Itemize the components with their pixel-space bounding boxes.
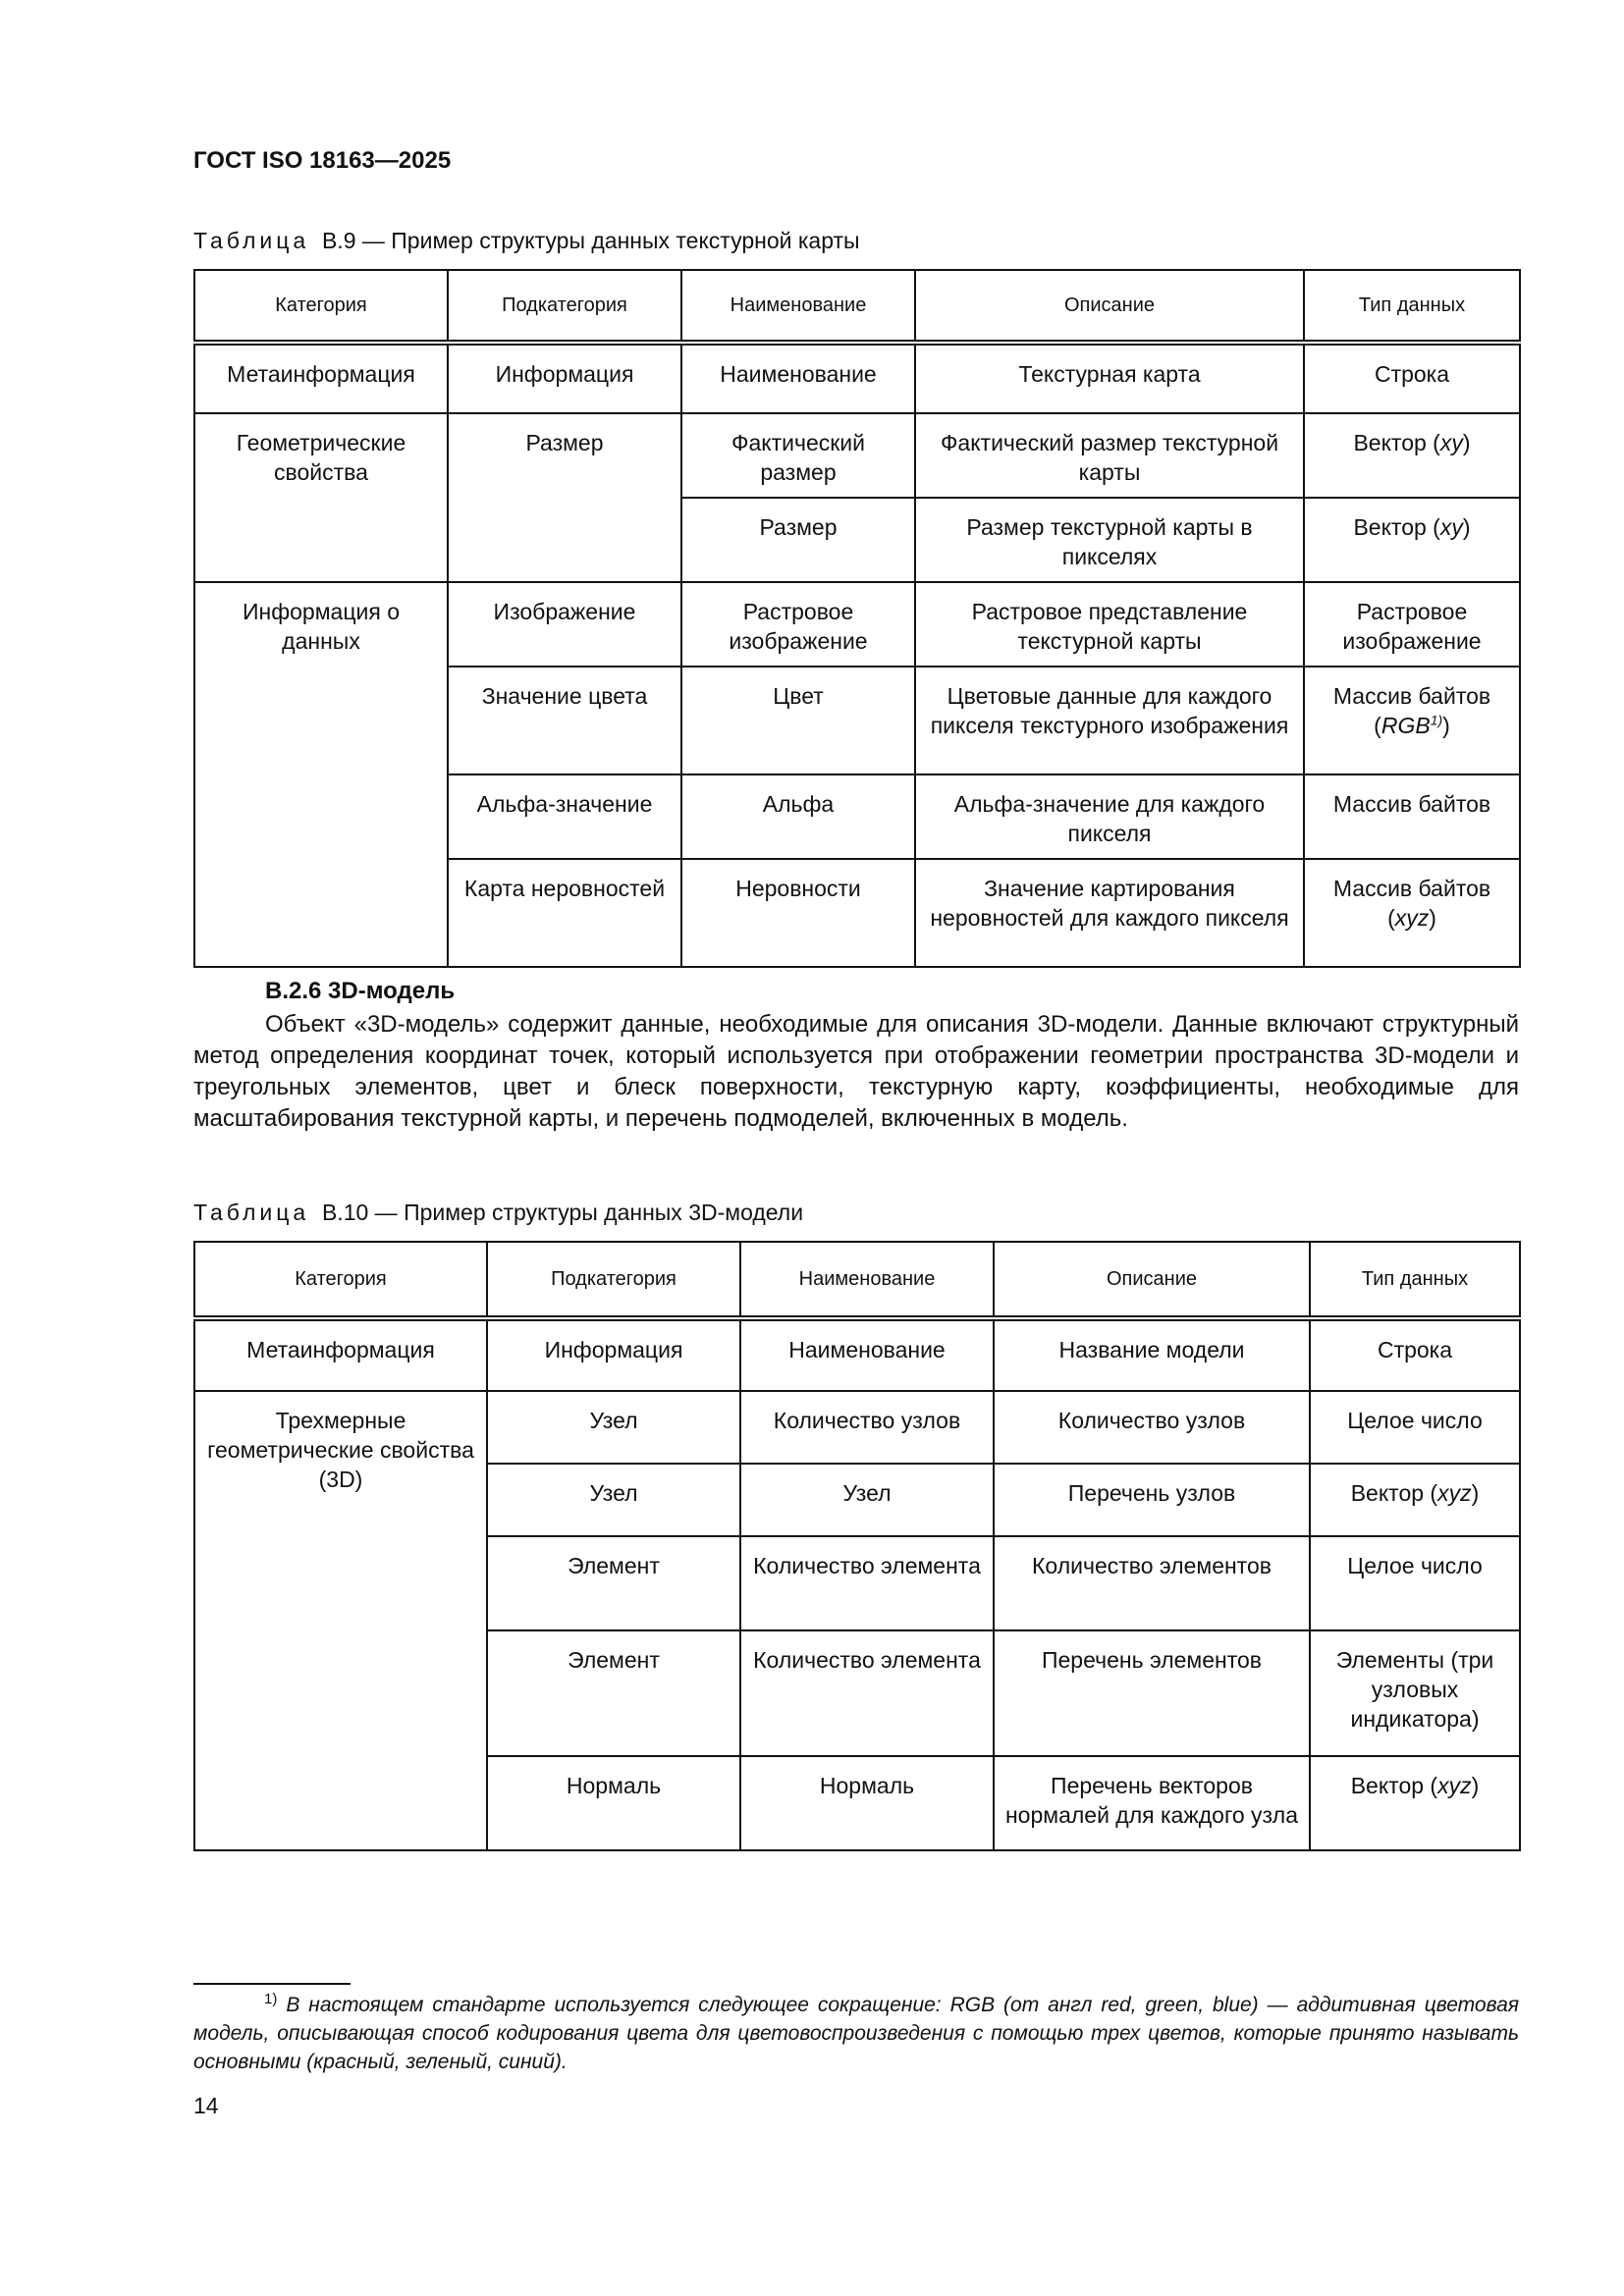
table-b9-caption xyxy=(193,228,860,254)
type-open: ( xyxy=(1374,713,1381,738)
cell-description: Значение картирования неровностей для каждого пикселя xyxy=(915,859,1304,967)
cell-subcategory: Информация xyxy=(448,343,681,413)
cell-description: Альфа-значение для каждого пикселя xyxy=(915,774,1304,859)
table-header-row xyxy=(194,1242,1520,1318)
cell-name: Количество узлов xyxy=(740,1391,994,1464)
column-header-category: Категория xyxy=(194,1242,487,1318)
type-text: Вектор ( xyxy=(1350,1773,1438,1798)
type-variable: xyz xyxy=(1394,905,1430,931)
table-row xyxy=(194,582,1520,667)
type-text: Вектор ( xyxy=(1353,430,1440,455)
cell-subcategory: Узел xyxy=(487,1391,740,1464)
cell-subcategory: Узел xyxy=(487,1464,740,1536)
type-close: ) xyxy=(1429,905,1436,931)
type-text: Массив байтов xyxy=(1332,683,1491,709)
cell-data-type: Целое число xyxy=(1310,1391,1520,1464)
cell-subcategory: Значение цвета xyxy=(448,667,681,774)
type-close: ) xyxy=(1462,514,1471,540)
type-variable: xy xyxy=(1439,514,1463,540)
cell-name: Неровности xyxy=(681,859,915,967)
cell-name: Количество элемента xyxy=(740,1536,994,1630)
footnote-reference: 1) xyxy=(1430,712,1443,728)
table-b9-caption-text: В.9 — Пример структуры данных текстурной карты xyxy=(321,228,860,253)
cell-name: Размер xyxy=(681,498,915,582)
type-close: ) xyxy=(1471,1773,1480,1798)
column-header-data-type: Тип данных xyxy=(1310,1242,1520,1318)
paragraph-text: Объект «3D-модель» содержит данные, необходимые для описания 3D-модели. Данные включают структурный метод определения координат точек, который используется при отображении геометрии пространства 3D-модели и треугольных элементов, цвет и блеск поверхности, текстурную карту, коэффициенты, необходимые для масштабирования текстурной карты, и перечень подмоделей, включенных в модель. xyxy=(193,1011,1519,1132)
table-b10-caption-prefix: Таблица xyxy=(193,1200,310,1225)
cell-description: Перечень узлов xyxy=(994,1464,1310,1536)
cell-subcategory: Изображение xyxy=(448,582,681,667)
cell-data-type xyxy=(1310,1756,1520,1850)
column-header-subcategory: Подкатегория xyxy=(487,1242,740,1318)
cell-data-type: Массив байтов xyxy=(1304,774,1520,859)
table-row xyxy=(194,343,1520,413)
cell-subcategory: Альфа-значение xyxy=(448,774,681,859)
table-header-row xyxy=(194,270,1520,343)
type-close: ) xyxy=(1462,430,1471,455)
table-b9-caption-prefix: Таблица xyxy=(193,228,310,253)
cell-name: Нормаль xyxy=(740,1756,994,1850)
cell-description: Текстурная карта xyxy=(915,343,1304,413)
column-header-name: Наименование xyxy=(681,270,915,343)
cell-name: Растровое изображение xyxy=(681,582,915,667)
cell-name: Наименование xyxy=(681,343,915,413)
footnote xyxy=(193,1991,1519,2076)
cell-data-type xyxy=(1304,859,1520,967)
cell-name: Количество элемента xyxy=(740,1630,994,1756)
column-header-subcategory: Подкатегория xyxy=(448,270,681,343)
cell-description: Цветовые данные для каждого пикселя текстурного изображения xyxy=(915,667,1304,774)
cell-category: Геометрические свойства xyxy=(194,413,448,582)
cell-name: Цвет xyxy=(681,667,915,774)
type-text: Массив байтов xyxy=(1332,876,1491,901)
footnote-text: В настоящем стандарте используется следующее сокращение: RGB (от англ red, green, blue) — аддитивная цветовая модель, описывающая способ кодирования цвета для цветовоспроизведения с помощью трех цветов, которые принято называть основными (красный, зеленый, синий). xyxy=(193,1994,1519,2073)
cell-data-type xyxy=(1304,498,1520,582)
cell-data-type xyxy=(1310,1464,1520,1536)
cell-description: Размер текстурной карты в пикселях xyxy=(915,498,1304,582)
cell-subcategory: Информация xyxy=(487,1318,740,1391)
cell-name: Узел xyxy=(740,1464,994,1536)
document-id-header: ГОСТ ISO 18163—2025 xyxy=(193,147,452,174)
cell-subcategory: Карта неровностей xyxy=(448,859,681,967)
column-header-category: Категория xyxy=(194,270,448,343)
type-text: Вектор ( xyxy=(1353,514,1440,540)
type-text: Вектор ( xyxy=(1350,1480,1438,1506)
cell-name: Альфа xyxy=(681,774,915,859)
cell-description: Растровое представление текстурной карты xyxy=(915,582,1304,667)
cell-name: Наименование xyxy=(740,1318,994,1391)
cell-data-type xyxy=(1304,413,1520,498)
cell-description: Перечень элементов xyxy=(994,1630,1310,1756)
type-variable: xyz xyxy=(1437,1773,1472,1798)
cell-description: Название модели xyxy=(994,1318,1310,1391)
type-open: ( xyxy=(1387,905,1395,931)
type-variable: xyz xyxy=(1437,1480,1472,1506)
footnote-number: 1) xyxy=(264,1991,278,2007)
table-b10-caption-text: В.10 — Пример структуры данных 3D-модели xyxy=(321,1200,804,1225)
cell-data-type: Элементы (три узловых индикатора) xyxy=(1310,1630,1520,1756)
table-b9 xyxy=(193,269,1521,968)
page-number: 14 xyxy=(193,2093,219,2118)
table-row xyxy=(194,1318,1520,1391)
cell-description: Количество элементов xyxy=(994,1536,1310,1630)
cell-subcategory: Нормаль xyxy=(487,1756,740,1850)
type-close: ) xyxy=(1471,1480,1480,1506)
cell-subcategory: Элемент xyxy=(487,1630,740,1756)
cell-data-type: Целое число xyxy=(1310,1536,1520,1630)
cell-description: Количество узлов xyxy=(994,1391,1310,1464)
table-row xyxy=(194,413,1520,498)
cell-data-type: Строка xyxy=(1310,1318,1520,1391)
type-close: ) xyxy=(1442,713,1450,738)
cell-category: Метаинформация xyxy=(194,1318,487,1391)
cell-category: Метаинформация xyxy=(194,343,448,413)
column-header-data-type: Тип данных xyxy=(1304,270,1520,343)
type-variable: xy xyxy=(1439,430,1463,455)
table-b10 xyxy=(193,1241,1521,1851)
table-b10-caption xyxy=(193,1200,803,1226)
cell-subcategory: Размер xyxy=(448,413,681,582)
section-title: В.2.6 3D-модель xyxy=(265,978,456,1004)
table-row xyxy=(194,1391,1520,1464)
cell-description: Фактический размер текстурной карты xyxy=(915,413,1304,498)
column-header-description: Описание xyxy=(994,1242,1310,1318)
type-variable: RGB xyxy=(1380,713,1431,738)
cell-data-type: Растровое изображение xyxy=(1304,582,1520,667)
footnote-divider xyxy=(193,1983,351,1985)
column-header-description: Описание xyxy=(915,270,1304,343)
section-paragraph xyxy=(193,1009,1519,1135)
cell-description: Перечень векторов нормалей для каждого узла xyxy=(994,1756,1310,1850)
column-header-name: Наименование xyxy=(740,1242,994,1318)
cell-category: Трехмерные геометрические свойства (3D) xyxy=(194,1391,487,1850)
cell-data-type: Строка xyxy=(1304,343,1520,413)
cell-data-type xyxy=(1304,667,1520,774)
cell-name: Фактический размер xyxy=(681,413,915,498)
cell-subcategory: Элемент xyxy=(487,1536,740,1630)
cell-category: Информация о данных xyxy=(194,582,448,967)
